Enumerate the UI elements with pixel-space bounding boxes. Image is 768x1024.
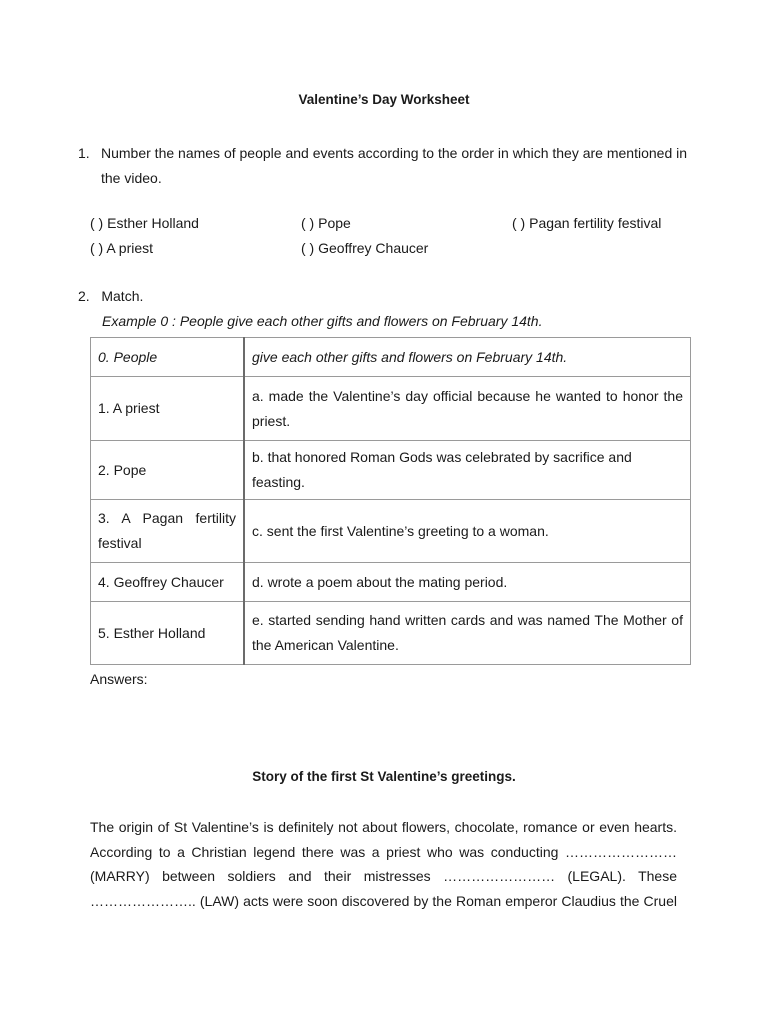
question-1: [78, 141, 688, 191]
answers-label: Answers:: [90, 671, 148, 687]
match-right-cell: a. made the Valentine’s day official because he wanted to honor the priest.: [244, 377, 691, 441]
option-pope: ( ) Pope: [301, 215, 351, 231]
table-row: [91, 441, 691, 500]
match-left-cell: 1. A priest: [91, 377, 245, 441]
question-1-text: Number the names of people and events according to the order in which they are mentioned in the video.: [101, 145, 688, 186]
match-left-cell: 5. Esther Holland: [91, 602, 245, 665]
story-line: (MARRY) between soldiers and their mistresses …………………… (LEGAL). These: [90, 868, 677, 884]
story-title: Story of the first St Valentine’s greetings.: [252, 769, 516, 784]
worksheet-title: Valentine’s Day Worksheet: [298, 92, 470, 107]
match-right-cell: c. sent the first Valentine’s greeting to a woman.: [244, 500, 691, 563]
match-right-cell: give each other gifts and flowers on February 14th.: [244, 338, 691, 377]
option-a-priest: ( ) A priest: [90, 240, 154, 256]
option-pagan-festival: ( ) Pagan fertility festival: [512, 215, 662, 231]
match-left-cell: 0. People: [91, 338, 245, 377]
table-row: [91, 500, 691, 563]
table-row: [91, 338, 691, 377]
match-right-cell: d. wrote a poem about the mating period.: [244, 563, 691, 602]
table-row: [91, 377, 691, 441]
match-example: Example 0 : People give each other gifts and flowers on February 14th.: [102, 313, 543, 329]
table-row: [91, 602, 691, 665]
match-left-cell: 2. Pope: [91, 441, 245, 500]
question-2-number: 2.: [78, 288, 90, 304]
story-line: ………………….. (LAW) acts were soon discovered by the Roman emperor Claudius the Cruel: [90, 892, 677, 909]
table-row: [91, 563, 691, 602]
story-line: According to a Christian legend there was a priest who was conducting ……………………: [90, 843, 677, 860]
story-line: The origin of St Valentine’s is definitely not about flowers, chocolate, romance or even hearts.: [90, 819, 677, 835]
option-geoffrey-chaucer: ( ) Geoffrey Chaucer: [301, 240, 429, 256]
option-esther-holland: ( ) Esther Holland: [90, 215, 199, 231]
match-right-cell: b. that honored Roman Gods was celebrated by sacrifice and feasting.: [244, 441, 691, 500]
match-left-cell: 3. A Pagan fertility festival: [91, 500, 245, 563]
match-left-cell: 4. Geoffrey Chaucer: [91, 563, 245, 602]
question-1-number: 1.: [78, 145, 90, 161]
match-table: [90, 337, 691, 665]
match-right-cell: e. started sending hand written cards and was named The Mother of the American Valentine.: [244, 602, 691, 665]
story-paragraph: [90, 815, 677, 913]
question-2-label: Match.: [101, 288, 144, 304]
question-2: [78, 288, 143, 304]
